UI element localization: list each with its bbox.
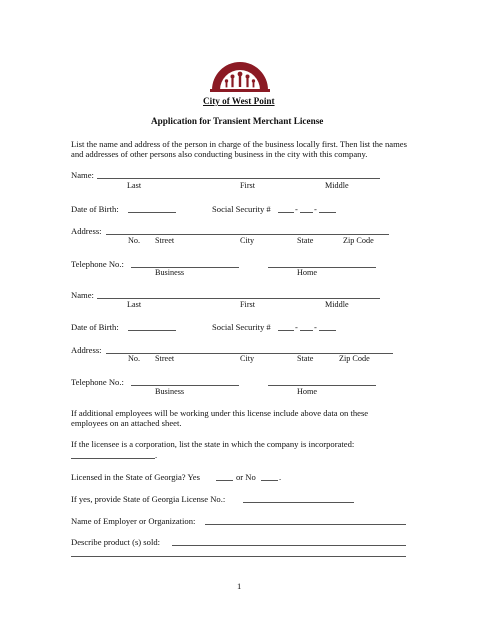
- addr-sub-city: City: [240, 236, 255, 245]
- phone-sub-home: Home: [297, 387, 318, 396]
- form-title: Application for Transient Merchant License: [151, 116, 324, 126]
- phone-business-field[interactable]: [131, 267, 239, 268]
- ssn-field-1[interactable]: [278, 212, 294, 213]
- product-field[interactable]: [172, 545, 406, 546]
- dob-field[interactable]: [128, 212, 176, 213]
- addr-sub-zip: Zip Code: [343, 236, 374, 245]
- addr-sub-no: No.: [128, 236, 141, 245]
- instructions-line2: and addresses of other persons also conducting business in the city with this company.: [71, 149, 368, 159]
- ssn-label: Social Security #: [212, 322, 271, 332]
- additional-line1: If additional employees will be working under this license include above data on these: [71, 408, 369, 418]
- name-sub-last: Last: [127, 181, 142, 190]
- name-label: Name:: [71, 290, 94, 300]
- georgia-yes-field[interactable]: [216, 480, 233, 481]
- dob-label: Date of Birth:: [71, 204, 119, 214]
- addr-sub-city: City: [240, 354, 255, 363]
- addr-sub-zip: Zip Code: [339, 354, 370, 363]
- name-field[interactable]: [97, 298, 380, 299]
- ssn-field-2[interactable]: [300, 330, 313, 331]
- phone-home-field[interactable]: [268, 385, 376, 386]
- name-sub-last: Last: [127, 300, 142, 309]
- georgia-or-no: or No: [236, 472, 256, 482]
- name-sub-middle: Middle: [325, 181, 349, 190]
- ssn-field-3[interactable]: [319, 330, 336, 331]
- dob-label: Date of Birth:: [71, 322, 119, 332]
- name-sub-middle: Middle: [325, 300, 349, 309]
- phone-home-field[interactable]: [268, 267, 376, 268]
- incorporation-state-field[interactable]: [71, 458, 155, 459]
- page-number: 1: [237, 581, 242, 591]
- dob-field[interactable]: [128, 330, 176, 331]
- instructions-line1: List the name and address of the person in charge of the business locally first. Then list the names: [71, 139, 407, 149]
- georgia-question: Licensed in the State of Georgia? Yes: [71, 472, 200, 482]
- city-name: City of West Point: [203, 96, 275, 106]
- phone-label: Telephone No.:: [71, 377, 124, 387]
- phone-business-field[interactable]: [131, 385, 239, 386]
- ssn-label: Social Security #: [212, 204, 271, 214]
- ssn-field-2[interactable]: [300, 212, 313, 213]
- ga-license-label: If yes, provide State of Georgia License No.:: [71, 494, 226, 504]
- name-sub-first: First: [240, 181, 256, 190]
- additional-line2: employees on an attached sheet.: [71, 418, 182, 428]
- address-field[interactable]: [106, 234, 389, 235]
- addr-sub-street: Street: [155, 354, 175, 363]
- name-label: Name:: [71, 170, 94, 180]
- product-field-line2[interactable]: [71, 556, 406, 557]
- addr-sub-no: No.: [128, 354, 141, 363]
- address-label: Address:: [71, 226, 102, 236]
- phone-sub-home: Home: [297, 268, 318, 277]
- employer-label: Name of Employer or Organization:: [71, 516, 196, 526]
- city-logo: [209, 60, 271, 96]
- employer-field[interactable]: [205, 524, 406, 525]
- phone-sub-business: Business: [155, 268, 185, 277]
- addr-sub-state: State: [297, 354, 314, 363]
- ssn-field-1[interactable]: [278, 330, 294, 331]
- name-field[interactable]: [97, 178, 380, 179]
- ga-license-field[interactable]: [243, 502, 354, 503]
- phone-label: Telephone No.:: [71, 259, 124, 269]
- phone-sub-business: Business: [155, 387, 185, 396]
- ssn-field-3[interactable]: [319, 212, 336, 213]
- corporation-text: If the licensee is a corporation, list the state in which the company is incorporated:: [71, 439, 355, 449]
- addr-sub-state: State: [297, 236, 314, 245]
- name-sub-first: First: [240, 300, 256, 309]
- address-label: Address:: [71, 345, 102, 355]
- addr-sub-street: Street: [155, 236, 175, 245]
- product-label: Describe product (s) sold:: [71, 537, 161, 547]
- georgia-no-field[interactable]: [261, 480, 278, 481]
